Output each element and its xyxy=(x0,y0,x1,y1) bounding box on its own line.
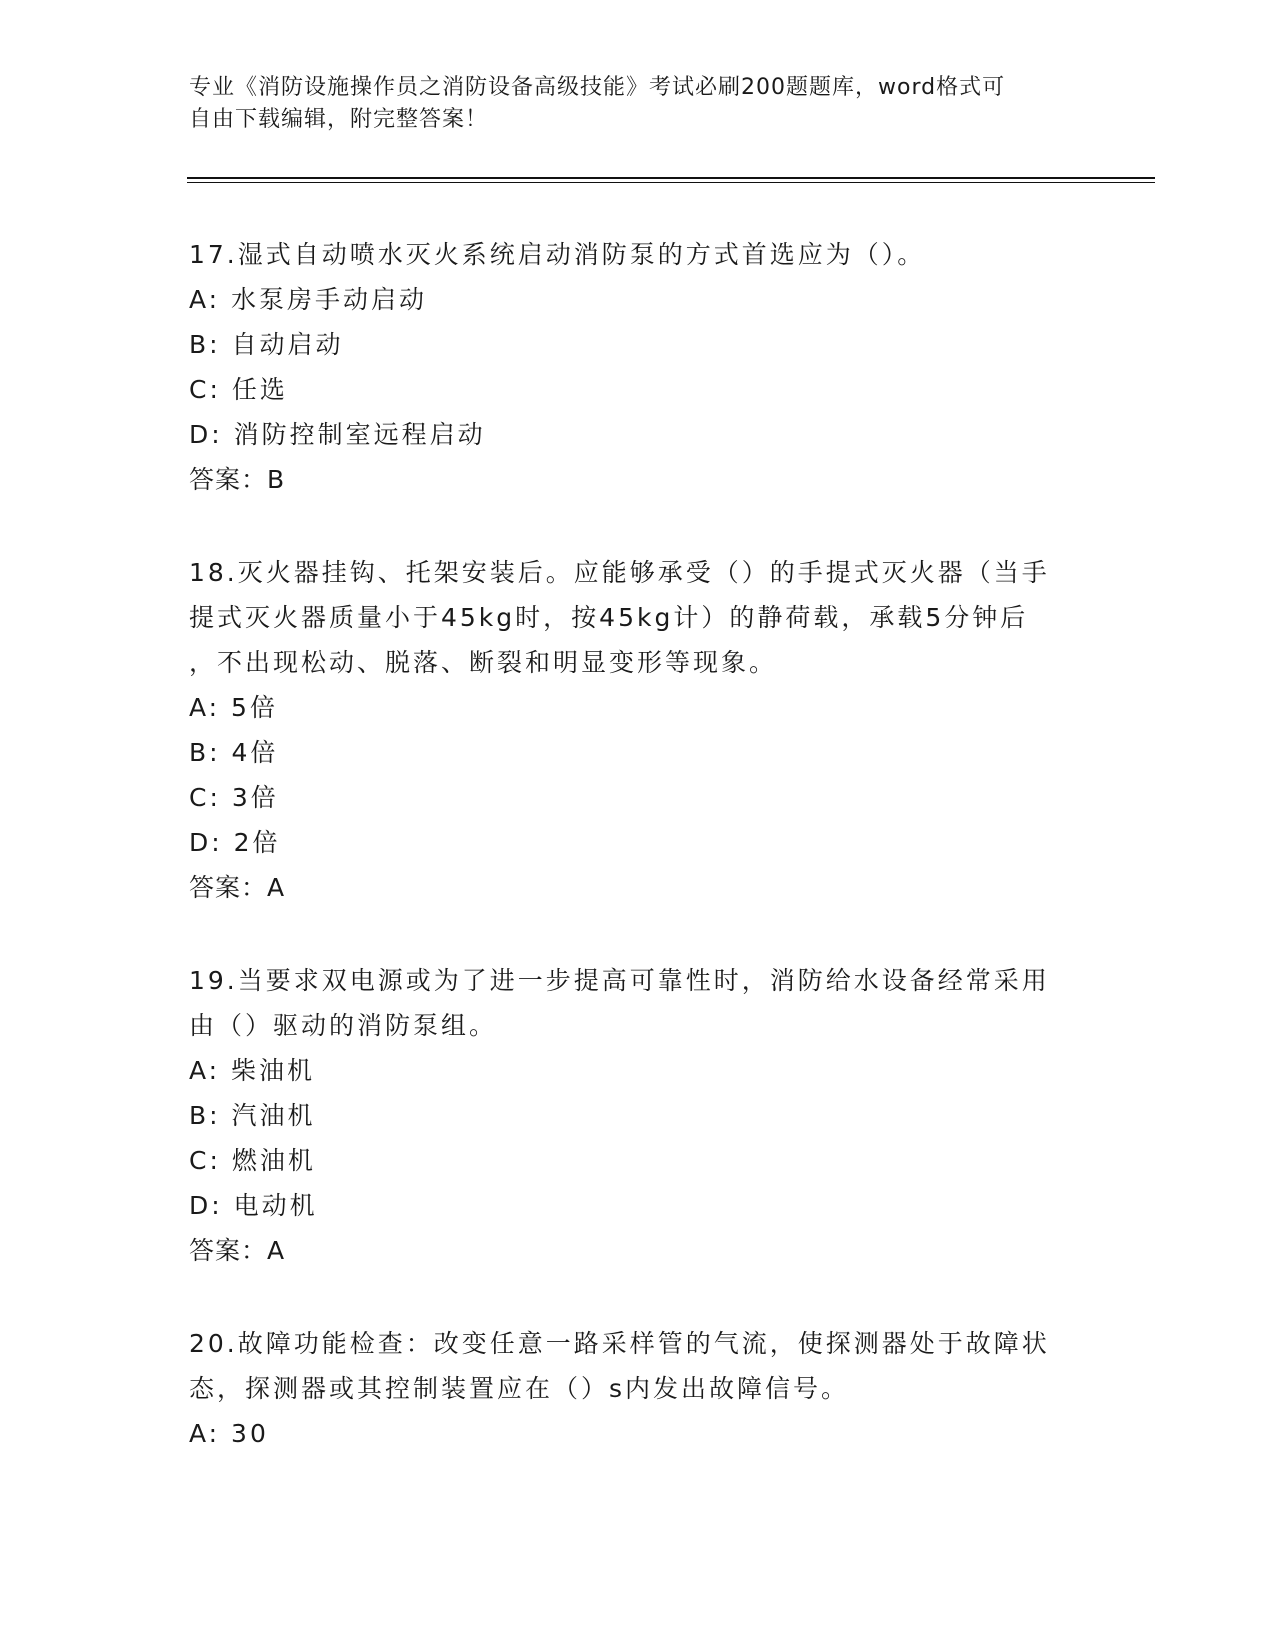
option-d: D: 电动机 xyxy=(189,1191,318,1220)
question-text xyxy=(189,958,1089,1048)
question-text xyxy=(189,1321,1089,1411)
question-line: ，不出现松动、脱落、断裂和明显变形等现象。 xyxy=(189,648,778,677)
option-d: D: 消防控制室远程启动 xyxy=(189,420,486,449)
header-line-2: 自由下载编辑，附完整答案！ xyxy=(189,107,489,132)
option-b: B: 4倍 xyxy=(189,738,279,767)
answer-line: 答案：A xyxy=(189,1236,286,1265)
question-line: 18.灭火器挂钩、托架安装后。应能够承受（）的手提式灭火器（当手 xyxy=(189,558,1050,587)
option-b: B: 自动启动 xyxy=(189,330,344,359)
header-divider-thick xyxy=(187,177,1155,179)
header-divider-thin xyxy=(187,182,1155,183)
answer-line: 答案：A xyxy=(189,873,286,902)
question-item xyxy=(189,958,1089,1273)
option-b: B: 汽油机 xyxy=(189,1101,316,1130)
option-d: D: 2倍 xyxy=(189,828,281,857)
document-header xyxy=(189,72,1069,136)
option-c: C: 任选 xyxy=(189,375,288,404)
answer-line: 答案：B xyxy=(189,465,286,494)
question-text xyxy=(189,232,1089,277)
header-line-1: 专业《消防设施操作员之消防设备高级技能》考试必刷200题题库，word格式可 xyxy=(189,75,1006,100)
question-list xyxy=(189,232,1089,1504)
question-line: 19.当要求双电源或为了进一步提高可靠性时，消防给水设备经常采用 xyxy=(189,966,1050,995)
question-line: 17.湿式自动喷水灭火系统启动消防泵的方式首选应为（）。 xyxy=(189,240,926,269)
question-line: 态，探测器或其控制装置应在（）s内发出故障信号。 xyxy=(189,1374,850,1403)
question-item xyxy=(189,232,1089,502)
option-a: A: 5倍 xyxy=(189,693,278,722)
option-c: C: 3倍 xyxy=(189,783,279,812)
question-line: 提式灭火器质量小于45kg时，按45kg计）的静荷载，承载5分钟后 xyxy=(189,603,1029,632)
option-c: C: 燃油机 xyxy=(189,1146,316,1175)
question-text xyxy=(189,550,1089,685)
question-item xyxy=(189,550,1089,910)
question-line: 20.故障功能检查：改变任意一路采样管的气流，使探测器处于故障状 xyxy=(189,1329,1050,1358)
option-a: A: 30 xyxy=(189,1419,269,1448)
option-a: A: 水泵房手动启动 xyxy=(189,285,428,314)
option-a: A: 柴油机 xyxy=(189,1056,316,1085)
question-line: 由（）驱动的消防泵组。 xyxy=(189,1011,498,1040)
question-item xyxy=(189,1321,1089,1456)
